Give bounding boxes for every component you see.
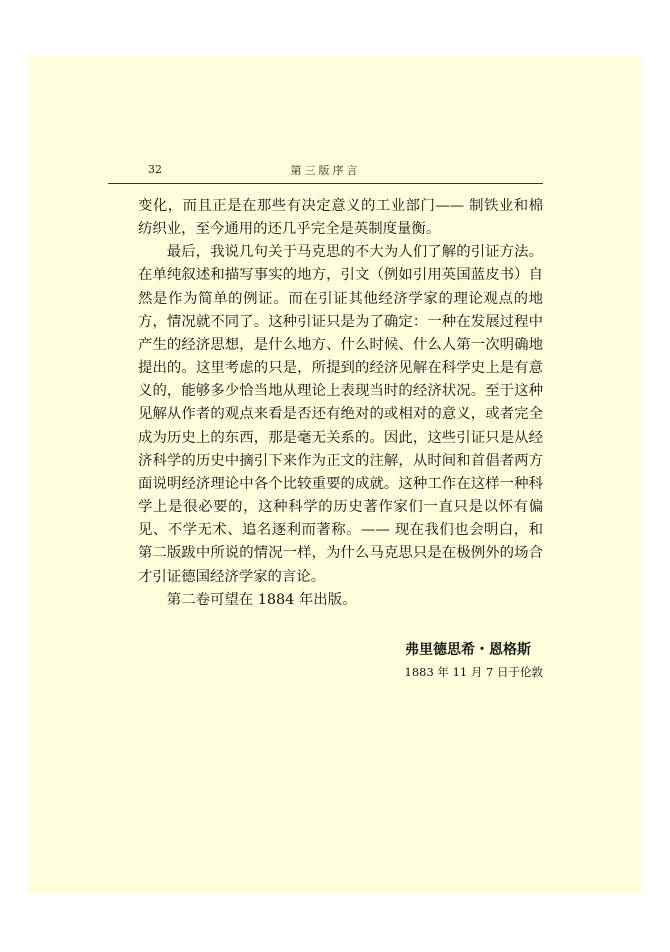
running-head-title: 第三版序言 (290, 164, 361, 177)
dateline: 1883 年 11 月 7 日于伦敦 (404, 665, 543, 679)
paragraph: 第二卷可望在 1884 年出版。 (166, 591, 357, 608)
paragraph: 最后，我说几句关于马克思的不大为人们了解的引证方法。在单纯叙述和描写事实的地方，引文（例如引用英国蓝皮书）自然是作为简单的例证。而在引证其他经济学家的理论观点的地方，情况就不同了。这种引证只是为了确定：一种在发展过程中产生的经济思想，是什么地方、什么时候、什么人第一次明确地提出的。这里考虑的只是，所提到的经济见解在科学史上是有意义的，能够多少恰当地从理论上表现当时的经济状况。至于这种见解从作者的观点来看是否还有绝对的或相对的意义，或者完全成为历史上的东西，那是毫无关系的。因此，这些引证只是从经济科学的历史中摘引下来作为正文的注解，从时间和首倡者两方面说明经济理论中各个比较重要的成就。这种工作在这样一种科学上是很必要的，这种科学的历史著作家们一直只是以怀有偏见、不学无术、追名逐利而著称。—— 现在我们也会明白，和第二版跋中所说的情况一样，为什么马克思只是在极例外的场合才引证德国经济学家的言论。 (138, 244, 543, 585)
author-signature: 弗里德思希・恩格斯 (405, 642, 531, 658)
running-head (108, 107, 543, 184)
page-number: 32 (148, 163, 162, 176)
paragraph: 变化，而且正是在那些有决定意义的工业部门—— 制铁业和棉纺织业，至今通用的还几乎完全是英制度量衡。 (138, 198, 543, 238)
body-text (138, 195, 543, 612)
